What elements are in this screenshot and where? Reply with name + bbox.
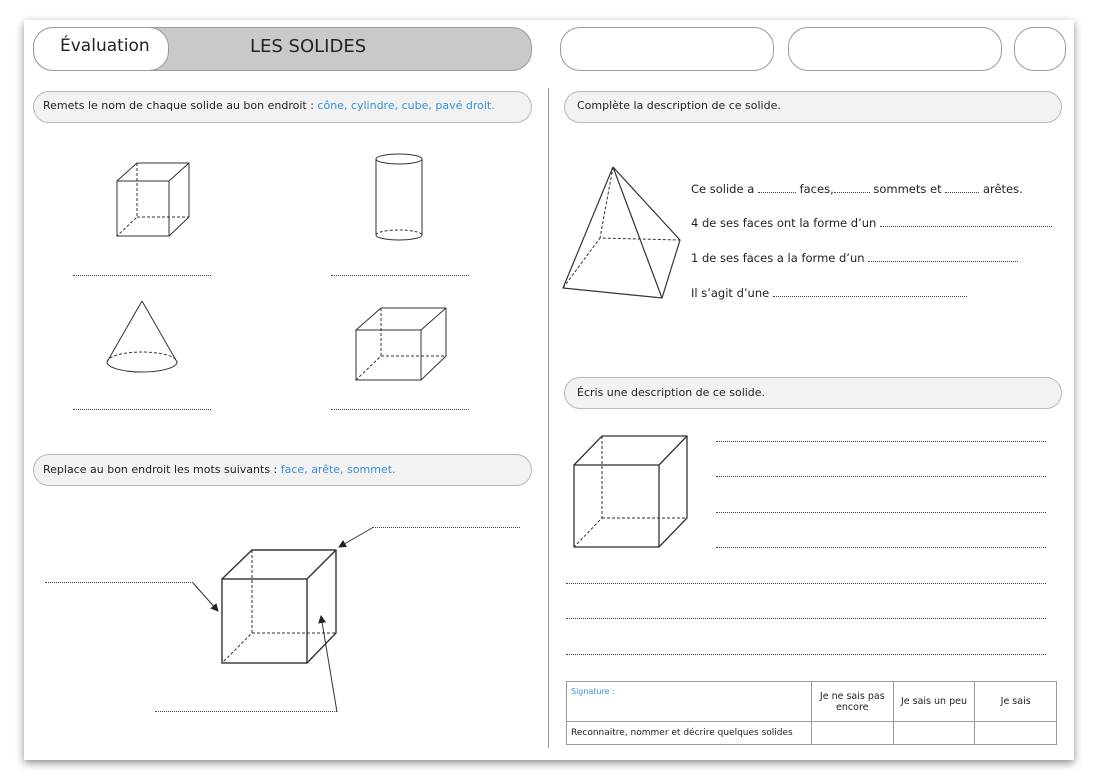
- instruction-complete-description-text: Complète la description de ce solide.: [577, 99, 781, 112]
- pyramid-line-4: [691, 286, 967, 300]
- instruction-place-words-text: [43, 463, 396, 476]
- writing-line-6[interactable]: [566, 618, 1046, 619]
- instruction-name-solids-words: cône, cylindre, cube, pavé droit.: [317, 99, 495, 112]
- label-line-sommet[interactable]: [372, 527, 520, 528]
- label-line-arete[interactable]: [45, 582, 193, 583]
- col-somewhat: Je sais un peu: [893, 682, 975, 722]
- evaluation-table: [566, 681, 1057, 745]
- answer-line-cone[interactable]: [73, 409, 211, 410]
- answer-line-prism[interactable]: [331, 409, 469, 410]
- answer-line-cube[interactable]: [73, 275, 211, 276]
- grade-field: [1014, 27, 1066, 71]
- answer-line-cylinder[interactable]: [331, 275, 469, 276]
- check-know[interactable]: [975, 722, 1057, 745]
- skill-cell: Reconnaitre, nommer et décrire quelques solides: [567, 722, 812, 745]
- instruction-write-description-text: Écris une description de ce solide.: [577, 386, 766, 399]
- writing-line-4[interactable]: [716, 547, 1046, 548]
- pyramid-line-2: [691, 216, 1052, 230]
- writing-line-2[interactable]: [716, 476, 1046, 477]
- instruction-name-solids-prefix: Remets le nom de chaque solide au bon endroit :: [43, 99, 318, 112]
- blank-faces[interactable]: [758, 182, 796, 193]
- blank-base-shape[interactable]: [868, 251, 1018, 262]
- blank-lateral-face-shape[interactable]: [880, 216, 1052, 227]
- check-somewhat[interactable]: [893, 722, 975, 745]
- instruction-place-words-words: face, arête, sommet.: [280, 463, 396, 476]
- instruction-name-solids-text: [43, 99, 495, 112]
- pyramid-line-1: [691, 182, 1023, 196]
- pyramid-line-3-text: 1 de ses faces a la forme d’un: [691, 251, 865, 265]
- blank-vertices[interactable]: [834, 182, 870, 193]
- writing-line-3[interactable]: [716, 512, 1046, 513]
- writing-line-7[interactable]: [566, 654, 1046, 655]
- pyramid-line-1-c: sommets et: [873, 182, 942, 196]
- blank-solid-name[interactable]: [773, 286, 967, 297]
- col-know: Je sais: [975, 682, 1057, 722]
- instruction-place-words-prefix: Replace au bon endroit les mots suivants :: [43, 463, 281, 476]
- writing-line-1[interactable]: [716, 441, 1046, 442]
- col-not-yet: Je ne sais pas encore: [811, 682, 893, 722]
- writing-line-5[interactable]: [566, 583, 1046, 584]
- name-field: [560, 27, 774, 71]
- check-not-yet[interactable]: [811, 722, 893, 745]
- evaluation-label: Évaluation: [60, 36, 150, 56]
- pyramid-line-3: [691, 251, 1018, 265]
- date-field: [788, 27, 1002, 71]
- pyramid-line-1-a: Ce solide a: [691, 182, 755, 196]
- pyramid-line-2-text: 4 de ses faces ont la forme d’un: [691, 216, 877, 230]
- pyramid-line-4-text: Il s’agit d’une: [691, 286, 770, 300]
- label-line-face[interactable]: [155, 711, 337, 712]
- pyramid-line-1-b: faces,: [799, 182, 834, 196]
- signature-cell[interactable]: Signature :: [567, 682, 812, 722]
- pyramid-line-1-d: arêtes.: [982, 182, 1023, 196]
- table-header-row: [567, 682, 1057, 722]
- column-divider: [548, 88, 549, 748]
- page-title: LES SOLIDES: [250, 36, 367, 57]
- blank-edges[interactable]: [945, 182, 979, 193]
- table-row: [567, 722, 1057, 745]
